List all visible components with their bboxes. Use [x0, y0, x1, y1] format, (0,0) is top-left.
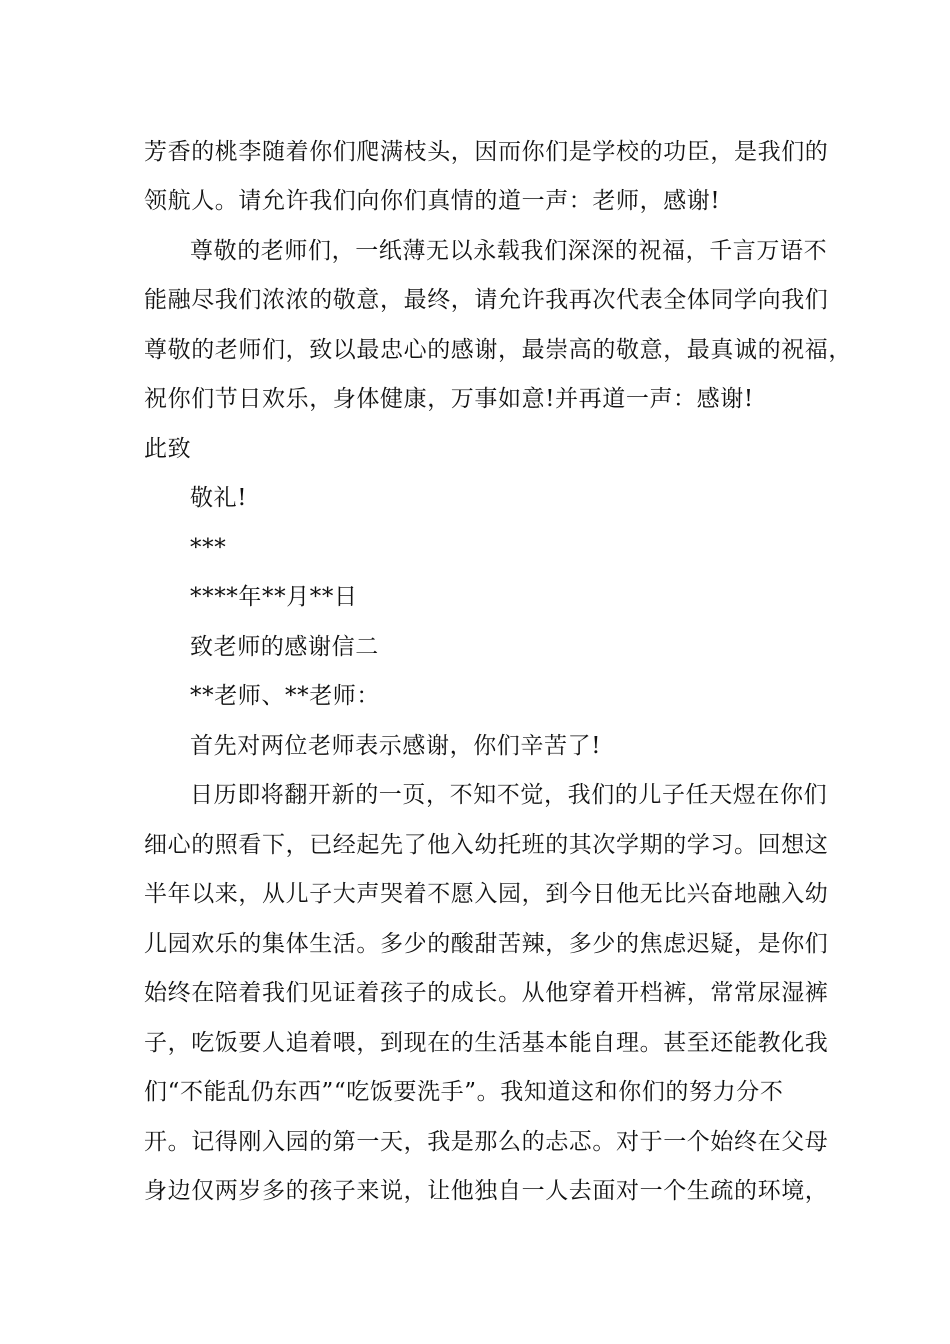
paragraph-line: 身边仅两岁多的孩子来说，让他独自一人去面对一个生疏的环境，	[144, 1178, 829, 1204]
paragraph-line: 日历即将翻开新的一页，不知不觉，我们的儿子任天煜在你们	[190, 782, 828, 808]
paragraph-line: 芳香的桃李随着你们爬满枝头，因而你们是学校的功臣，是我们的	[144, 139, 829, 165]
paragraph-line: 祝你们节日欢乐，身体健康，万事如意!并再道一声：感谢!	[144, 386, 754, 412]
paragraph-line: 细心的照看下，已经起先了他入幼托班的其次学期的学习。回想这	[144, 832, 829, 858]
date-line: ****年**月**日	[190, 584, 358, 610]
paragraph-line: 首先对两位老师表示感谢，你们辛苦了!	[190, 733, 602, 759]
letter-title: 致老师的感谢信二	[190, 634, 379, 660]
paragraph-line: 始终在陪着我们见证着孩子的成长。从他穿着开档裤，常常尿湿裤	[144, 980, 829, 1006]
recipient-line: **老师、**老师：	[190, 683, 380, 709]
salutation-line: 敬礼!	[190, 485, 248, 511]
paragraph-line: 半年以来，从儿子大声哭着不愿入园，到今日他无比兴奋地融入幼	[144, 881, 829, 907]
paragraph-line: 子，吃饭要人追着喂，到现在的生活基本能自理。甚至还能教化我	[144, 1030, 829, 1056]
paragraph-line: 儿园欢乐的集体生活。多少的酸甜苦辣，多少的焦虑迟疑，是你们	[144, 931, 829, 957]
paragraph-line: 能融尽我们浓浓的敬意，最终，请允许我再次代表全体同学向我们	[144, 287, 829, 313]
closing-line: 此致	[144, 436, 192, 462]
paragraph-line: 们“不能乱仍东西”“吃饭要洗手”。我知道这和你们的努力分不	[144, 1079, 784, 1105]
paragraph-line: 领航人。请允许我们向你们真情的道一声：老师，感谢!	[144, 188, 721, 214]
signature-line: ***	[190, 535, 227, 561]
paragraph-line: 尊敬的老师们，一纸薄无以永载我们深深的祝福，千言万语不	[190, 238, 828, 264]
paragraph-line: 开。记得刚入园的第一天，我是那么的忐忑。对于一个始终在父母	[144, 1129, 829, 1155]
paragraph-line: 尊敬的老师们，致以最忠心的感谢，最崇高的敬意，最真诚的祝福，	[144, 337, 852, 363]
